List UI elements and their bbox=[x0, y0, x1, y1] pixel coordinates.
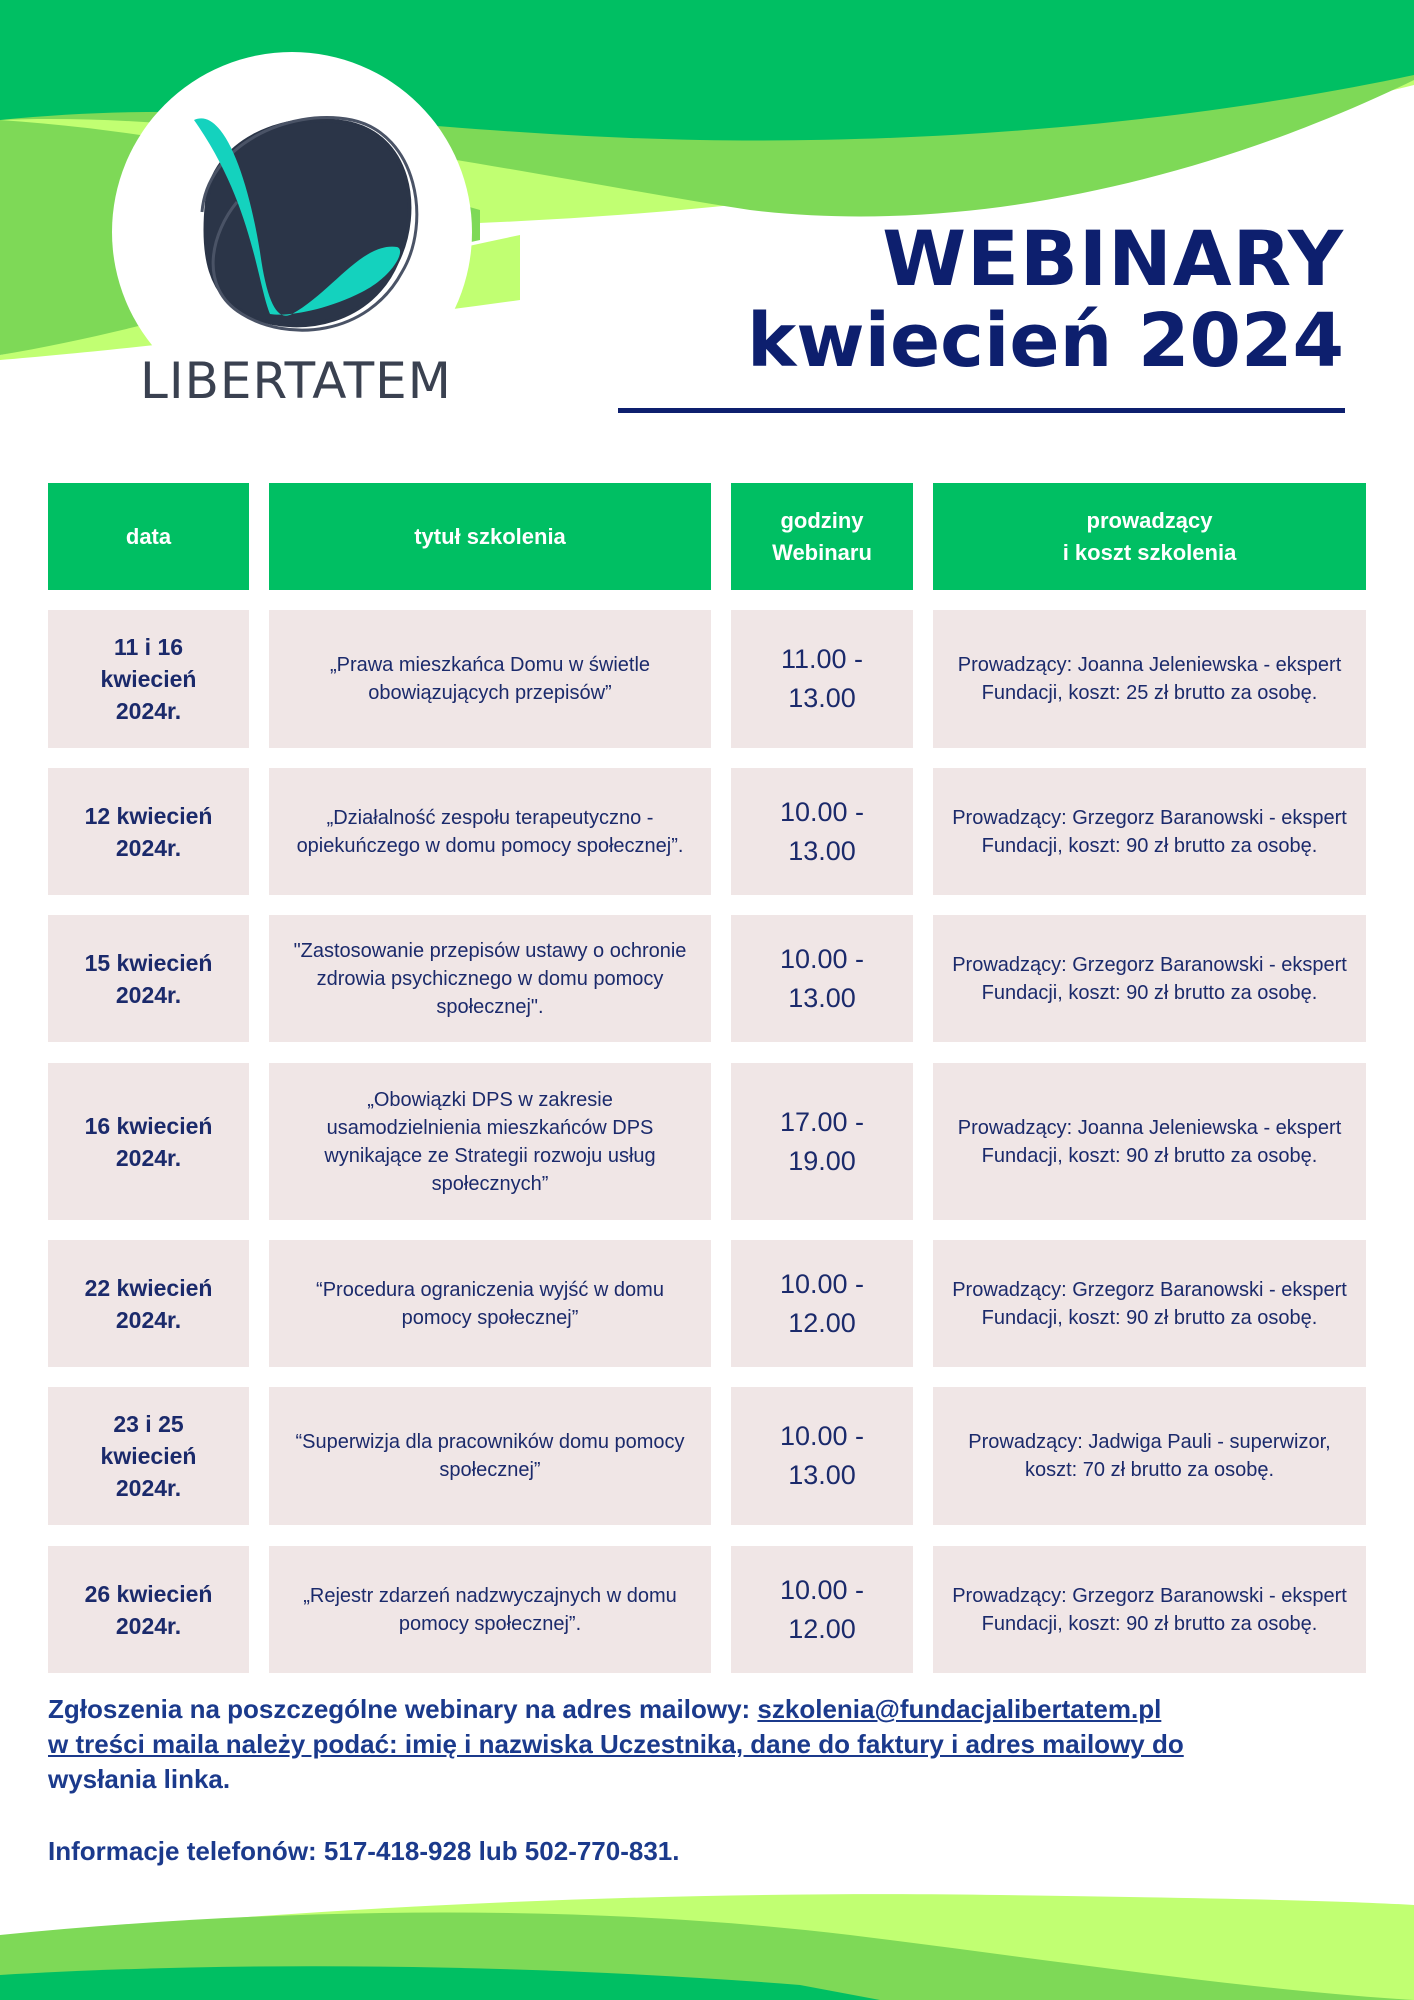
row-3-title-cell bbox=[269, 915, 711, 1042]
row-5-lead-cell bbox=[933, 1240, 1366, 1367]
row-4-date-cell bbox=[48, 1063, 249, 1220]
row-6-title-cell bbox=[269, 1387, 711, 1525]
row-5-date-cell bbox=[48, 1240, 249, 1367]
row-7-time-to: 12.00 bbox=[788, 1613, 856, 1644]
registration-instructions-tail: wysłania linka. bbox=[48, 1764, 231, 1794]
row-5-title-cell bbox=[269, 1240, 711, 1367]
header-lead-line2: i koszt szkolenia bbox=[1062, 539, 1237, 565]
row-1-date-cell bbox=[48, 610, 249, 748]
row-3-date-cell bbox=[48, 915, 249, 1042]
header-time bbox=[731, 483, 913, 590]
row-4-time-cell bbox=[731, 1063, 913, 1220]
row-6-time-cell bbox=[731, 1387, 913, 1525]
row-4-lead: Prowadzący: Joanna Jeleniewska - ekspert Fundacji, koszt: 90 zł brutto za osobę. bbox=[957, 1116, 1342, 1167]
row-2-date: 12 kwiecień 2024r. bbox=[84, 802, 213, 861]
row-2-date-cell bbox=[48, 768, 249, 895]
row-1-time-to: 13.00 bbox=[788, 683, 856, 713]
row-5-date: 22 kwiecień 2024r. bbox=[84, 1274, 213, 1333]
row-3-lead-cell bbox=[933, 915, 1366, 1042]
registration-info bbox=[48, 1692, 1378, 1797]
header-date-label: data bbox=[125, 523, 172, 549]
row-3-time-to: 13.00 bbox=[788, 982, 856, 1013]
row-3-time-from: 10.00 - bbox=[779, 943, 865, 974]
row-2-title-cell bbox=[269, 768, 711, 895]
heading-subtitle: kwiecień 2024 bbox=[747, 298, 1344, 384]
row-6-lead: Prowadzący: Jadwiga Pauli - superwizor, koszt: 70 zł brutto za osobę. bbox=[968, 1431, 1331, 1481]
row-2-lead: Prowadzący: Grzegorz Baranowski - ekspert Fundacji, koszt: 90 zł brutto za osobę. bbox=[952, 806, 1347, 857]
row-7-lead: Prowadzący: Grzegorz Baranowski - ekspert Fundacji, koszt: 90 zł brutto za osobę. bbox=[952, 1584, 1347, 1635]
page-heading bbox=[747, 214, 1344, 384]
row-1-time-cell bbox=[731, 610, 913, 748]
row-4-title-cell bbox=[269, 1063, 711, 1220]
row-4-date: 16 kwiecień 2024r. bbox=[84, 1112, 213, 1171]
row-2-time-from: 10.00 - bbox=[779, 796, 865, 827]
row-4-lead-cell bbox=[933, 1063, 1366, 1220]
row-6-date: 23 i 25 kwiecień 2024r. bbox=[100, 1411, 197, 1501]
header-lead-line1: prowadzący bbox=[1086, 507, 1213, 533]
row-6-title: “Superwizja dla pracowników domu pomocy społecznej” bbox=[295, 1431, 685, 1481]
row-1-lead-cell bbox=[933, 610, 1366, 748]
row-4-title: „Obowiązki DPS w zakresie usamodzielnienia mieszkańców DPS wynikające ze Strategii rozwoju usług społecznych” bbox=[324, 1088, 656, 1195]
row-4-time-to: 19.00 bbox=[788, 1145, 856, 1176]
row-5-time-to: 12.00 bbox=[788, 1307, 856, 1338]
row-7-date-cell bbox=[48, 1546, 249, 1673]
row-5-lead: Prowadzący: Grzegorz Baranowski - ekspert Fundacji, koszt: 90 zł brutto za osobę. bbox=[952, 1278, 1347, 1329]
row-7-time-from: 10.00 - bbox=[779, 1574, 865, 1605]
row-2-time-cell bbox=[731, 768, 913, 895]
row-6-date-cell bbox=[48, 1387, 249, 1525]
row-1-date: 11 i 16 kwiecień 2024r. bbox=[100, 634, 197, 724]
row-3-lead: Prowadzący: Grzegorz Baranowski - ekspert Fundacji, koszt: 90 zł brutto za osobę. bbox=[952, 953, 1347, 1004]
row-5-time-cell bbox=[731, 1240, 913, 1367]
row-4-time-from: 17.00 - bbox=[779, 1106, 865, 1137]
row-2-time-to: 13.00 bbox=[788, 835, 856, 866]
registration-instructions-link[interactable]: w treści maila należy podać: imię i nazwiska Uczestnika, dane do faktury i adres mailowy do bbox=[48, 1729, 1184, 1759]
row-1-lead: Prowadzący: Joanna Jeleniewska - ekspert Fundacji, koszt: 25 zł brutto za osobę. bbox=[957, 654, 1342, 704]
heading-underline bbox=[618, 408, 1345, 413]
row-2-lead-cell bbox=[933, 768, 1366, 895]
header-time-line1: godziny bbox=[780, 507, 864, 533]
row-7-date: 26 kwiecień 2024r. bbox=[84, 1580, 213, 1639]
row-3-time-cell bbox=[731, 915, 913, 1042]
row-5-title: “Procedura ograniczenia wyjść w domu pomocy społecznej” bbox=[316, 1278, 664, 1329]
row-1-time-from: 11.00 - bbox=[780, 644, 864, 674]
row-6-lead-cell bbox=[933, 1387, 1366, 1525]
row-7-lead-cell bbox=[933, 1546, 1366, 1673]
row-7-title-cell bbox=[269, 1546, 711, 1673]
row-1-title: „Prawa mieszkańca Domu w świetle obowiązujących przepisów” bbox=[329, 654, 651, 704]
heading-title: WEBINARY bbox=[882, 214, 1344, 303]
logo-wordmark: LIBERTATEM bbox=[140, 352, 452, 410]
row-2-title: „Działalność zespołu terapeutyczno - opiekuńczego w domu pomocy społecznej”. bbox=[296, 806, 684, 857]
header-title bbox=[269, 483, 711, 590]
row-3-date: 15 kwiecień 2024r. bbox=[84, 949, 213, 1008]
header-time-line2: Webinaru bbox=[772, 539, 872, 565]
row-3-title: "Zastosowanie przepisów ustawy o ochronie zdrowia psychicznego w domu pomocy społecznej". bbox=[293, 939, 687, 1018]
row-7-time-cell bbox=[731, 1546, 913, 1673]
row-5-time-from: 10.00 - bbox=[779, 1268, 865, 1299]
row-7-title: „Rejestr zdarzeń nadzwyczajnych w domu pomocy społecznej”. bbox=[303, 1584, 677, 1635]
phone-info: Informacje telefonów: 517-418-928 lub 502-770-831. bbox=[48, 1836, 680, 1866]
row-6-time-from: 10.00 - bbox=[779, 1421, 865, 1451]
header-lead bbox=[933, 483, 1366, 590]
row-6-time-to: 13.00 bbox=[788, 1460, 856, 1490]
row-1-title-cell bbox=[269, 610, 711, 748]
header-title-label: tytuł szkolenia bbox=[414, 523, 566, 549]
registration-email-link[interactable]: szkolenia@fundacjalibertatem.pl bbox=[757, 1694, 1162, 1724]
registration-intro: Zgłoszenia na poszczególne webinary na adres mailowy: bbox=[48, 1694, 758, 1724]
header-date bbox=[48, 483, 249, 590]
